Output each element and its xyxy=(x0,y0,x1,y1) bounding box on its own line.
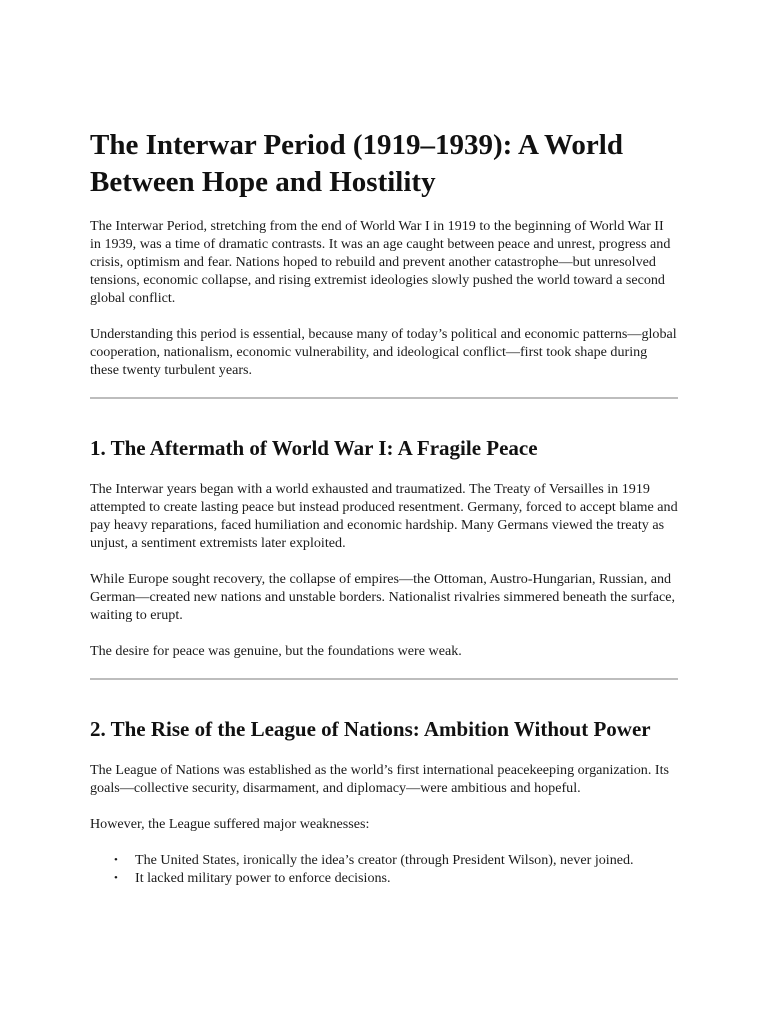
section-1-paragraph-2: While Europe sought recovery, the collapse of empires—the Ottoman, Austro-Hungarian, Russian, and German—created new nations and unstable borders. Nationalist rivalries simmered beneath the surface, waiting to erupt. xyxy=(90,571,676,623)
section-1-paragraph-1: The Interwar years began with a world exhausted and traumatized. The Treaty of Versailles in 1919 attempted to create lasting peace but instead produced resentment. Germany, forced to accept blame and pay heavy reparations, faced humiliation and economic hardship. Many Germans viewed the treaty as unjust, a sentiment extremists later exploited. xyxy=(90,481,678,551)
bullet-icon: • xyxy=(114,872,118,884)
weakness-list xyxy=(90,851,678,887)
list-item xyxy=(90,851,678,869)
section-1-heading: 1. The Aftermath of World War I: A Fragile Peace xyxy=(90,436,538,460)
document-title: The Interwar Period (1919–1939): A World Between Hope and Hostility xyxy=(90,129,623,198)
list-item-text: The United States, ironically the idea’s creator (through President Wilson), never joined. xyxy=(135,852,634,868)
list-item xyxy=(90,869,678,887)
section-divider xyxy=(90,397,678,399)
section-2-heading: 2. The Rise of the League of Nations: Ambition Without Power xyxy=(90,717,651,741)
list-item-text: It lacked military power to enforce decisions. xyxy=(135,870,391,886)
section-1-paragraph-3: The desire for peace was genuine, but the foundations were weak. xyxy=(90,643,462,659)
intro-paragraph-2: Understanding this period is essential, because many of today’s political and economic patterns—global cooperation, nationalism, economic vulnerability, and ideological conflict—first took shape during these twenty turbulent years. xyxy=(90,326,677,378)
section-2-paragraph-2: However, the League suffered major weaknesses: xyxy=(90,816,370,832)
intro-paragraph-1: The Interwar Period, stretching from the end of World War I in 1919 to the beginning of World War II in 1939, was a time of dramatic contrasts. It was an age caught between peace and unrest, progress and crisis, optimism and fear. Nations hoped to rebuild and prevent another catastrophe—but unresolved tensions, economic collapse, and rising extremist ideologies slowly pushed the world toward a second global conflict. xyxy=(90,218,671,306)
bullet-icon: • xyxy=(114,854,118,866)
document-page xyxy=(90,127,678,887)
section-2-paragraph-1: The League of Nations was established as the world’s first international peacekeeping organization. Its goals—collective security, disarmament, and diplomacy—were ambitious and hopeful. xyxy=(90,762,669,796)
section-divider xyxy=(90,678,678,680)
